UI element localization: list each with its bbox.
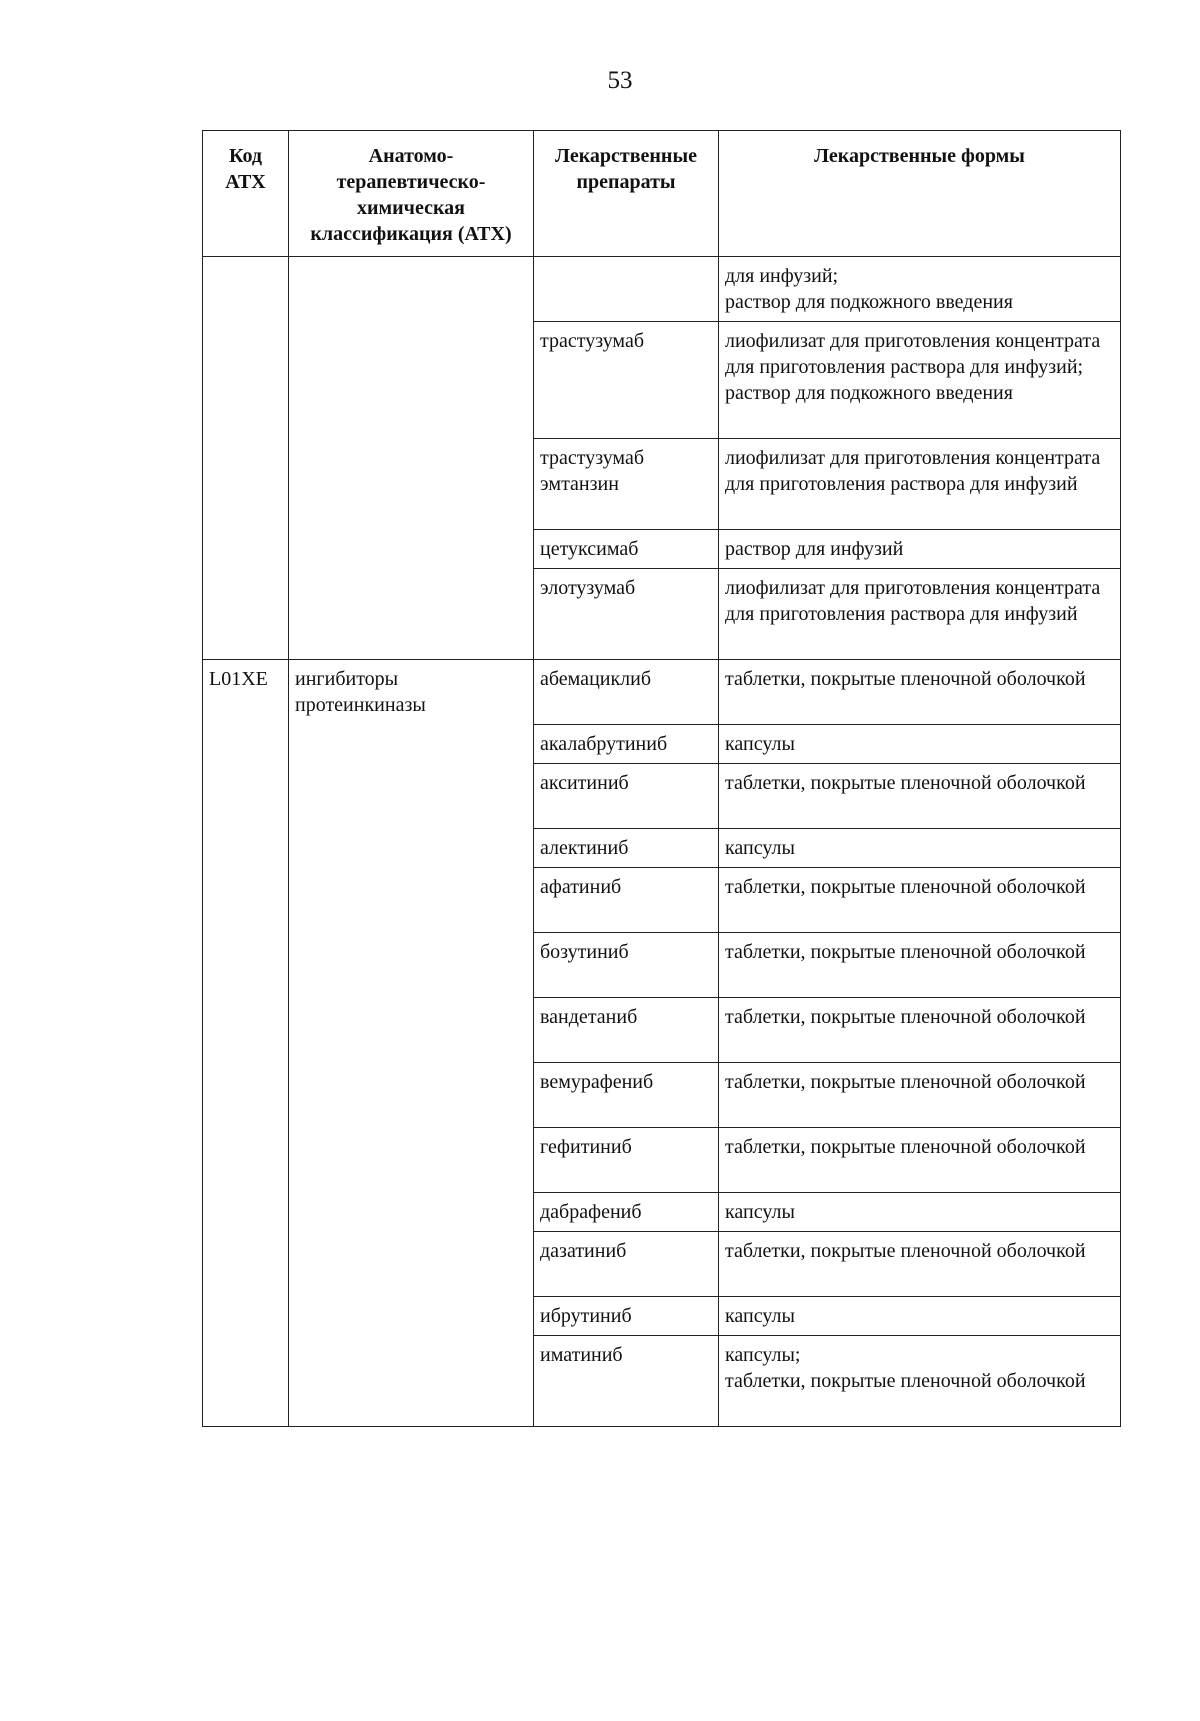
cell-forms: таблетки, покрытые пленочной оболочкой — [719, 933, 1121, 998]
cell-code: L01XE — [203, 660, 289, 1427]
cell-forms: лиофилизат для приготовления концентрата для приготовления раствора для инфузий; раствор для подкожного введения — [719, 322, 1121, 439]
table-row — [203, 660, 1121, 725]
table-header-row — [203, 131, 1121, 257]
cell-drug: бозутиниб — [534, 933, 719, 998]
cell-forms: таблетки, покрытые пленочной оболочкой — [719, 764, 1121, 829]
cell-forms: лиофилизат для приготовления концентрата для приготовления раствора для инфузий — [719, 439, 1121, 530]
cell-forms: для инфузий; раствор для подкожного введения — [719, 257, 1121, 322]
cell-drug: трастузумаб — [534, 322, 719, 439]
cell-forms: капсулы; таблетки, покрытые пленочной оболочкой — [719, 1336, 1121, 1427]
cell-drug: элотузумаб — [534, 569, 719, 660]
cell-forms: таблетки, покрытые пленочной оболочкой — [719, 868, 1121, 933]
cell-forms: таблетки, покрытые пленочной оболочкой — [719, 660, 1121, 725]
cell-forms: раствор для инфузий — [719, 530, 1121, 569]
cell-drug: афатиниб — [534, 868, 719, 933]
cell-drug: цетуксимаб — [534, 530, 719, 569]
cell-drug: акситиниб — [534, 764, 719, 829]
cell-classification-empty — [289, 257, 534, 660]
cell-drug: дабрафениб — [534, 1193, 719, 1232]
cell-forms: таблетки, покрытые пленочной оболочкой — [719, 998, 1121, 1063]
header-classification: Анатомо-терапевтическо-химическая классификация (АТХ) — [289, 131, 534, 257]
cell-drug: вемурафениб — [534, 1063, 719, 1128]
cell-forms: капсулы — [719, 1193, 1121, 1232]
atx-table — [202, 130, 1121, 1427]
cell-drug: иматиниб — [534, 1336, 719, 1427]
cell-forms: таблетки, покрытые пленочной оболочкой — [719, 1063, 1121, 1128]
table-row — [203, 257, 1121, 322]
cell-forms: таблетки, покрытые пленочной оболочкой — [719, 1232, 1121, 1297]
cell-code-empty — [203, 257, 289, 660]
cell-forms: капсулы — [719, 725, 1121, 764]
cell-drug — [534, 257, 719, 322]
cell-drug: трастузумаб эмтанзин — [534, 439, 719, 530]
cell-drug: алектиниб — [534, 829, 719, 868]
cell-drug: гефитиниб — [534, 1128, 719, 1193]
cell-drug: абемациклиб — [534, 660, 719, 725]
cell-forms: капсулы — [719, 1297, 1121, 1336]
header-forms: Лекарственные формы — [719, 131, 1121, 257]
cell-drug: дазатиниб — [534, 1232, 719, 1297]
header-drugs: Лекарственные препараты — [534, 131, 719, 257]
cell-forms: капсулы — [719, 829, 1121, 868]
header-code: Код АТХ — [203, 131, 289, 257]
cell-drug: акалабрутиниб — [534, 725, 719, 764]
cell-drug: ибрутиниб — [534, 1297, 719, 1336]
cell-classification: ингибиторы протеинкиназы — [289, 660, 534, 1427]
cell-forms: таблетки, покрытые пленочной оболочкой — [719, 1128, 1121, 1193]
cell-forms: лиофилизат для приготовления концентрата для приготовления раствора для инфузий — [719, 569, 1121, 660]
page-number: 53 — [607, 67, 633, 94]
cell-drug: вандетаниб — [534, 998, 719, 1063]
